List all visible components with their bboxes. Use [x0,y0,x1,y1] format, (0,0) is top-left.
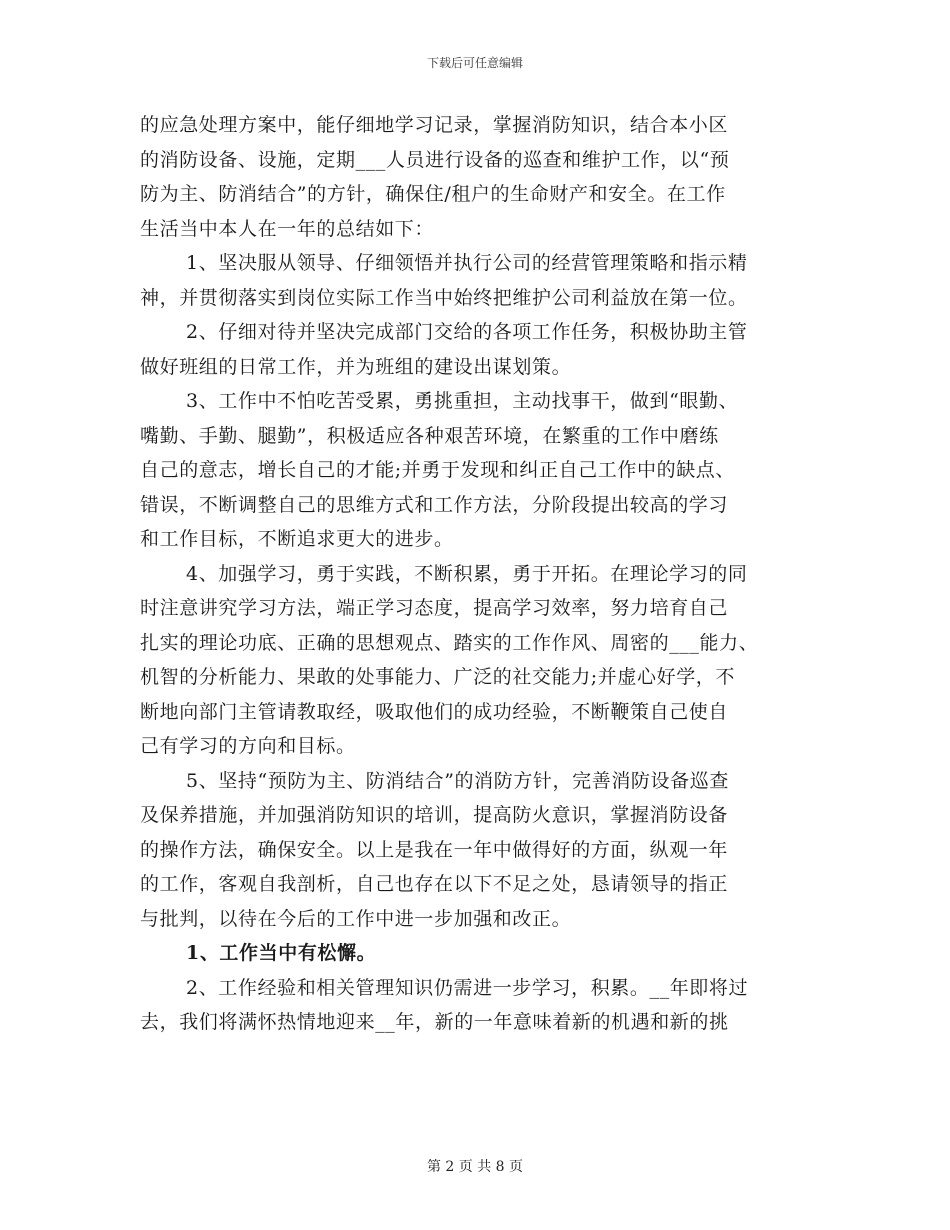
paragraph-line: 的应急处理方案中，能仔细地学习记录，掌握消防知识，结合本小区 [140,114,729,136]
paragraph-line: 防为主、防消结合”的方针，确保住/租户的生命财产和安全。在工作 [140,183,726,205]
paragraph-line: 去，我们将满怀热情地迎来__年，新的一年意味着新的机遇和新的挑 [140,1011,729,1033]
page-number: 第 2 页 共 8 页 [426,1159,524,1175]
paragraph-line: 机智的分析能力、果敢的处事能力、广泛的社交能力;并虚心好学，不 [140,666,736,688]
page-header: 下载后可任意编辑 [426,56,523,70]
paragraph-line: 时注意讲究学习方法，端正学习态度，提高学习效率，努力培育自己 [140,597,729,619]
paragraph-line: 2、工作经验和相关管理知识仍需进一步学习，积累。__年即将过 [186,976,749,999]
paragraph-line: 及保养措施，并加强消防知识的培训，提高防火意识，掌握消防设备 [140,804,729,826]
paragraph-line: 错误，不断调整自己的思维方式和工作方法，分阶段提出较高的学习 [140,493,729,516]
document-body [140,108,820,1040]
paragraph-line: 己有学习的方向和目标。 [140,735,356,757]
paragraph-line: 的消防设备、设施，定期___人员进行设备的巡查和维护工作，以“预 [140,148,730,171]
paragraph-line: 自己的意志，增长自己的才能;并勇于发现和纠正自己工作中的缺点、 [140,459,736,481]
paragraph-line: 嘴勤、手勤、腿勤”，积极适应各种艰苦环境，在繁重的工作中磨练 [140,424,719,447]
paragraph-line: 2、仔细对待并坚决完成部门交给的各项工作任务，积极协助主管 [186,321,748,343]
paragraph-line: 扎实的理论功底、正确的思想观点、踏实的工作作风、周密的___能力、 [140,631,759,654]
paragraph-line: 与批判，以待在今后的工作中进一步加强和改正。 [140,907,572,930]
paragraph-line: 1、工作当中有松懈。 [186,942,377,964]
paragraph-line: 的操作方法，确保安全。以上是我在一年中做得好的方面，纵观一年 [140,838,729,861]
paragraph-line: 神，并贯彻落实到岗位实际工作当中始终把维护公司利益放在第一位。 [140,286,748,309]
paragraph-line: 5、坚持“预防为主、防消结合”的消防方针，完善消防设备巡查 [186,769,729,792]
paragraph-line: 4、加强学习，勇于实践，不断积累，勇于开拓。在理论学习的同 [186,562,748,585]
paragraph-line: 做好班组的日常工作，并为班组的建设出谋划策。 [140,355,572,378]
paragraph-line: 3、工作中不怕吃苦受累，勇挑重担，主动找事干，做到“眼勤、 [186,390,739,412]
paragraph-line: 生活当中本人在一年的总结如下： [140,217,435,240]
paragraph-line: 1、坚决服从领导、仔细领悟并执行公司的经营管理策略和指示精 [186,252,748,274]
paragraph-line: 的工作，客观自我剖析，自己也存在以下不足之处，恳请领导的指正 [140,873,729,895]
paragraph-line: 和工作目标，不断追求更大的进步。 [140,528,454,550]
paragraph-line: 断地向部门主管请教取经，吸取他们的成功经验，不断鞭策自己使自 [140,700,729,723]
